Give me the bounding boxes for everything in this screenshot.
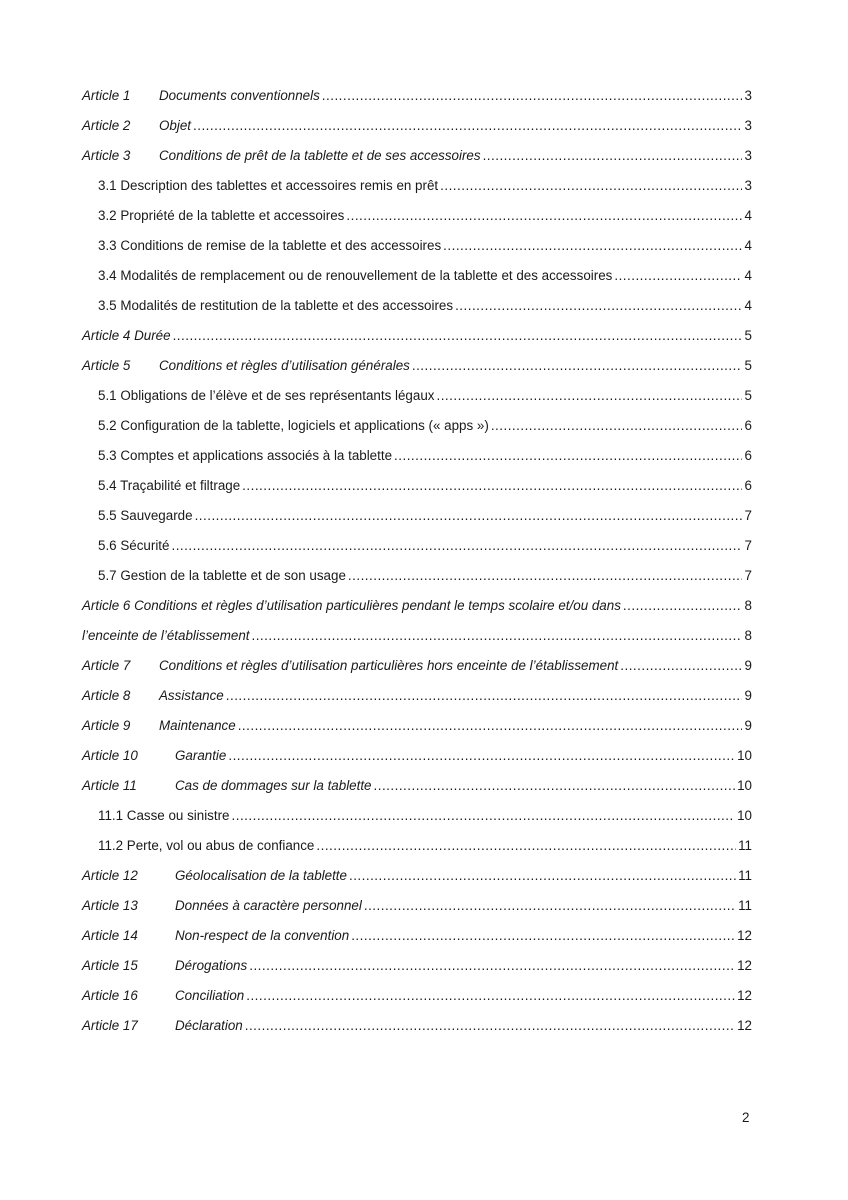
dot-leader: [412, 356, 742, 376]
toc-entry[interactable]: [82, 176, 752, 206]
toc-entry[interactable]: [82, 236, 752, 266]
dot-leader: [443, 236, 742, 256]
dot-leader: [245, 1016, 735, 1036]
toc-entry-title: Déclaration: [175, 1018, 243, 1033]
toc-entry[interactable]: [82, 416, 752, 446]
toc-entry-page: 6: [744, 418, 752, 433]
toc-entry[interactable]: [82, 476, 752, 506]
dot-leader: [171, 536, 742, 556]
dot-leader: [316, 836, 736, 856]
toc-entry-page: 10: [737, 748, 752, 763]
toc-entry-number: Article 16: [82, 988, 138, 1003]
toc-entry[interactable]: [82, 1016, 752, 1046]
toc-entry-title: 5.2 Configuration de la tablette, logiciels et applications (« apps »): [98, 418, 489, 433]
toc-entry[interactable]: [82, 506, 752, 536]
toc-entry-title: 3.5 Modalités de restitution de la tablette et des accessoires: [98, 298, 454, 313]
toc-entry-page: 4: [744, 208, 752, 223]
dot-leader: [226, 686, 742, 706]
toc-entry[interactable]: [82, 896, 752, 926]
toc-entry[interactable]: [82, 716, 752, 746]
dot-leader: [249, 956, 735, 976]
toc-entry-title: Géolocalisation de la tablette: [175, 868, 347, 883]
toc-entry-title: Cas de dommages sur la tablette: [175, 778, 372, 793]
toc-entry-title: Conciliation: [175, 988, 245, 1003]
toc-entry[interactable]: [82, 776, 752, 806]
toc-entry[interactable]: [82, 206, 752, 236]
toc-entry[interactable]: [82, 836, 752, 866]
toc-entry-page: 3: [744, 178, 752, 193]
toc-entry-title: 3.4 Modalités de remplacement ou de renouvellement de la tablette et des accessoires: [98, 268, 613, 283]
dot-leader: [346, 206, 742, 226]
toc-entry-number: Article 1: [82, 88, 131, 103]
dot-leader: [246, 986, 735, 1006]
toc-entry-title: Documents conventionnels: [159, 88, 320, 103]
toc-entry[interactable]: [82, 356, 752, 386]
toc-entry[interactable]: [82, 296, 752, 326]
toc-entry-title: l’enceinte de l’établissement: [82, 628, 250, 643]
toc-entry-page: 11: [738, 838, 752, 853]
toc-entry-page: 9: [744, 718, 752, 733]
toc-entry-page: 8: [744, 598, 752, 613]
toc-entry[interactable]: [82, 86, 752, 116]
toc-entry-page: 9: [744, 688, 752, 703]
dot-leader: [436, 386, 742, 406]
toc-entry-title: Non-respect de la convention: [175, 928, 350, 943]
toc-entry[interactable]: [82, 266, 752, 296]
toc-entry[interactable]: [82, 806, 752, 836]
dot-leader: [483, 146, 742, 166]
page-number: 2: [742, 1110, 750, 1125]
toc-entry-title: 3.3 Conditions de remise de la tablette et des accessoires: [98, 238, 442, 253]
toc-entry-title: 3.1 Description des tablettes et accessoires remis en prêt: [98, 178, 439, 193]
toc-entry-page: 11: [738, 898, 752, 913]
dot-leader: [349, 866, 736, 886]
toc-entry[interactable]: [82, 866, 752, 896]
toc-entry-page: 4: [744, 298, 752, 313]
toc-entry-page: 5: [744, 388, 752, 403]
toc-entry-number: Article 8: [82, 688, 131, 703]
toc-entry[interactable]: [82, 116, 752, 146]
dot-leader: [351, 926, 735, 946]
toc-entry-title: Conditions et règles d’utilisation générales: [159, 358, 410, 373]
toc-entry-page: 11: [738, 868, 752, 883]
table-of-contents: [82, 86, 752, 1046]
toc-entry-title: 3.2 Propriété de la tablette et accessoires: [98, 208, 345, 223]
dot-leader: [228, 746, 735, 766]
toc-entry-title: 11.1 Casse ou sinistre: [98, 808, 230, 823]
toc-entry-number: Article 11: [82, 778, 137, 793]
dot-leader: [620, 656, 742, 676]
dot-leader: [440, 176, 742, 196]
toc-entry-title: Garantie: [175, 748, 227, 763]
toc-entry-page: 4: [744, 268, 752, 283]
toc-entry-page: 5: [744, 328, 752, 343]
dot-leader: [195, 506, 742, 526]
toc-entry-title: Données à caractère personnel: [175, 898, 362, 913]
dot-leader: [348, 566, 742, 586]
toc-entry[interactable]: [82, 656, 752, 686]
dot-leader: [491, 416, 742, 436]
dot-leader: [394, 446, 742, 466]
toc-entry-title: 5.1 Obligations de l’élève et de ses représentants légaux: [98, 388, 435, 403]
toc-entry-number: Article 15: [82, 958, 138, 973]
toc-entry-number: Article 10: [82, 748, 138, 763]
toc-entry-page: 12: [737, 928, 752, 943]
dot-leader: [614, 266, 742, 286]
toc-entry[interactable]: [82, 446, 752, 476]
dot-leader: [251, 626, 742, 646]
toc-entry-title: Article 6 Conditions et règles d’utilisation particulières pendant le temps scolaire et/ou dans: [82, 598, 621, 613]
toc-entry-title: Maintenance: [159, 718, 236, 733]
toc-entry-title: 5.3 Comptes et applications associés à la tablette: [98, 448, 393, 463]
dot-leader: [173, 326, 742, 346]
toc-entry-page: 6: [744, 448, 752, 463]
toc-entry-page: 12: [737, 988, 752, 1003]
toc-entry-title: 11.2 Perte, vol ou abus de confiance: [98, 838, 315, 853]
dot-leader: [623, 596, 742, 616]
toc-entry-page: 7: [744, 508, 752, 523]
toc-entry-title: Assistance: [159, 688, 224, 703]
toc-entry[interactable]: [82, 566, 752, 596]
toc-entry-page: 5: [744, 358, 752, 373]
toc-entry-title: Dérogations: [175, 958, 248, 973]
toc-entry[interactable]: [82, 956, 752, 986]
toc-entry-page: 3: [744, 88, 752, 103]
dot-leader: [193, 116, 742, 136]
toc-entry-page: 10: [737, 778, 752, 793]
toc-entry[interactable]: [82, 746, 752, 776]
toc-entry[interactable]: [82, 386, 752, 416]
toc-entry-page: 9: [744, 658, 752, 673]
toc-entry-page: 12: [737, 1018, 752, 1033]
toc-entry-title: Article 4 Durée: [82, 328, 171, 343]
dot-leader: [364, 896, 736, 916]
toc-entry-title: 5.7 Gestion de la tablette et de son usage: [98, 568, 346, 583]
toc-entry-title: 5.6 Sécurité: [98, 538, 170, 553]
dot-leader: [242, 476, 742, 496]
toc-entry[interactable]: [82, 986, 752, 1016]
toc-entry-title: Objet: [159, 118, 192, 133]
dot-leader: [238, 716, 742, 736]
toc-entry-number: Article 13: [82, 898, 138, 913]
toc-entry-number: Article 7: [82, 658, 131, 673]
dot-leader: [374, 776, 736, 796]
toc-entry-page: 4: [744, 238, 752, 253]
toc-entry-number: Article 3: [82, 148, 131, 163]
toc-entry-page: 8: [744, 628, 752, 643]
toc-entry-page: 12: [737, 958, 752, 973]
toc-entry-title: 5.4 Traçabilité et filtrage: [98, 478, 241, 493]
toc-entry[interactable]: [82, 926, 752, 956]
toc-entry-number: Article 14: [82, 928, 138, 943]
toc-entry-page: 7: [744, 568, 752, 583]
toc-entry[interactable]: [82, 596, 752, 626]
toc-entry-page: 10: [737, 808, 752, 823]
dot-leader: [232, 806, 736, 826]
toc-entry[interactable]: [82, 536, 752, 566]
toc-entry-page: 3: [744, 148, 752, 163]
toc-entry-title: 5.5 Sauvegarde: [98, 508, 193, 523]
toc-entry-number: Article 2: [82, 118, 131, 133]
toc-entry-number: Article 9: [82, 718, 131, 733]
toc-entry[interactable]: [82, 626, 752, 656]
toc-entry[interactable]: [82, 686, 752, 716]
toc-entry-title: Conditions de prêt de la tablette et de ses accessoires: [159, 148, 481, 163]
dot-leader: [455, 296, 742, 316]
toc-entry[interactable]: [82, 326, 752, 356]
toc-entry-page: 6: [744, 478, 752, 493]
toc-entry-number: Article 5: [82, 358, 131, 373]
dot-leader: [322, 86, 742, 106]
toc-entry-title: Conditions et règles d’utilisation particulières hors enceinte de l’établissement: [159, 658, 619, 673]
toc-entry-page: 3: [744, 118, 752, 133]
toc-entry-number: Article 12: [82, 868, 138, 883]
toc-entry-page: 7: [744, 538, 752, 553]
toc-entry-number: Article 17: [82, 1018, 138, 1033]
toc-entry[interactable]: [82, 146, 752, 176]
